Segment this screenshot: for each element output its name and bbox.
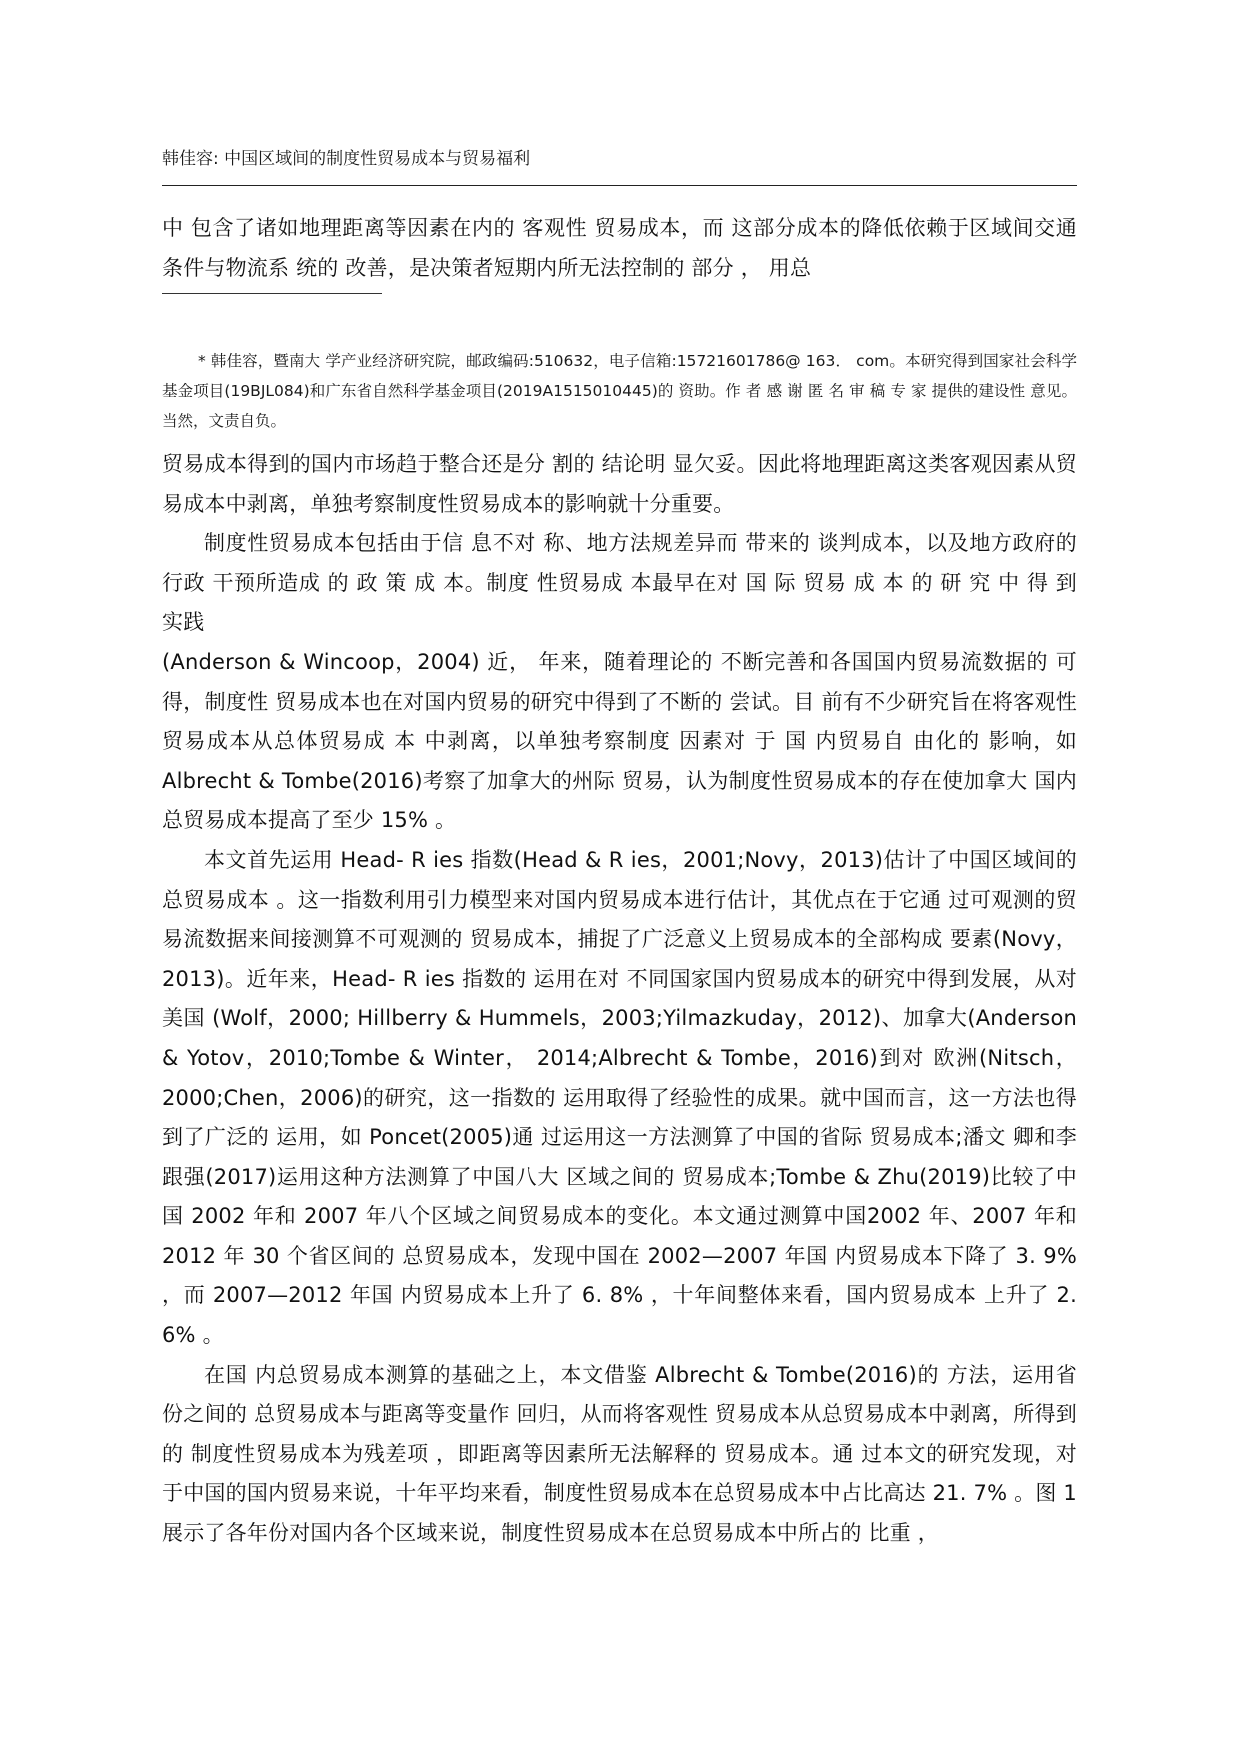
- body-text-top: [162, 209, 1077, 288]
- paragraph-4: 本文首先运用 Head- R ies 指数(Head & R ies，2001;Novy，2013)估计了中国区域间的总贸易成本 。这一指数利用引力模型来对国内贸易成本进行估计，其优点在于它通 过可观测的贸易流数据来间接测算不可观测的 贸易成本，捕捉了广泛意义上贸易成本的全部构成 要素(Novy，2013)。近年来，Head- R ies 指数的 运用在对 不同国家国内贸易成本的研究中得到发展，从对美国 (Wolf，2000; Hillberry & Hummels，2003;Yilmazkuday，2012)、加拿大(Anderson & Yotov，2010;Tombe & Winter， 2014;Albrecht & Tombe，2016)到对 欧洲(Nitsch，2000;Chen，2006)的研究，这一指数的 运用取得了经验性的成果。就中国而言，这一方法也得到了广泛的 运用，如 Poncet(2005)通 过运用这一方法测算了中国的省际 贸易成本;潘文 卿和李跟强(2017)运用这种方法测算了中国八大 区域之间的 贸易成本;Tombe & Zhu(2019)比较了中国 2002 年和 2007 年八个区域之间贸易成本的变化。本文通过测算中国2002 年、2007 年和 2012 年 30 个省区间的 总贸易成本，发现中国在 2002—2007 年国 内贸易成本下降了 3. 9% ，而 2007—2012 年国 内贸易成本上升了 6. 8% ，十年间整体来看，国内贸易成本 上升了 2. 6% 。: [162, 847, 1077, 1348]
- header-divider: [162, 185, 1077, 186]
- paragraph-3: (Anderson & Wincoop，2004) 近， 年来，随着理论的 不断完善和各国国内贸易流数据的 可得，制度性 贸易成本也在对国内贸易的研究中得到了不断的 尝试。目 前有不少研究旨在将客观性 贸易成本从总体贸易成 本 中剥离，以单独考察制度 因素对 于 国 内贸易自 由化的 影响，如 Albrecht & Tombe(2016)考察了加拿大的州际 贸易，认为制度性贸易成本的存在使加拿大 国内总贸易成本提高了至少 15% 。: [162, 649, 1077, 833]
- running-header: 韩佳容: 中国区域间的制度性贸易成本与贸易福利: [162, 149, 531, 169]
- paragraph-1: 贸易成本得到的国内市场趋于整合还是分 割的 结论明 显欠妥。因此将地理距离这类客观因素从贸易成本中剥离，单独考察制度性贸易成本的影响就十分重要。: [162, 452, 1077, 516]
- paragraph-5: 在国 内总贸易成本测算的基础之上，本文借鉴 Albrecht & Tombe(2016)的 方法，运用省份之间的 总贸易成本与距离等变量作 回归，从而将客观性 贸易成本从总贸易成本中剥离，所得到的 制度性贸易成本为残差项 ，即距离等因素所无法解释的 贸易成本。通 过本文的研究发现，对 于中国的国内贸易来说，十年平均来看，制度性贸易成本在总贸易成本中占比高达 21. 7% 。图 1 展示了各年份对国内各个区域来说，制度性贸易成本在总贸易成本中所占的 比重 ，: [162, 1362, 1077, 1546]
- body-text-main: [162, 445, 1077, 1554]
- paragraph-continued: 中 包含了诸如地理距离等因素在内的 客观性 贸易成本，而 这部分成本的降低依赖于区域间交通 条件与物流系 统的 改善，是决策者短期内所无法控制的 部分 ， 用总: [162, 216, 1077, 280]
- author-footnote: * 韩佳容，暨南大 学产业经济研究院，邮政编码:510632，电子信箱:15721601786@ 163． com。本研究得到国家社会科学基金项目(19BJL084)和广东省自然科学基金项目(2019A1515010445)的 资助。作 者 感 谢 匿 名 审 稿 专 家 提供的建设性 意见。当然，文责自负。: [162, 352, 1077, 430]
- footnote-divider: [162, 293, 382, 294]
- paragraph-2: 制度性贸易成本包括由于信 息不对 称、地方法规差异而 带来的 谈判成本，以及地方政府的行政 干预所造成 的 政 策 成 本。制度 性贸易成 本最早在对 国 际 贸易 成 本 的 研 究 中 得 到实践: [162, 531, 1077, 635]
